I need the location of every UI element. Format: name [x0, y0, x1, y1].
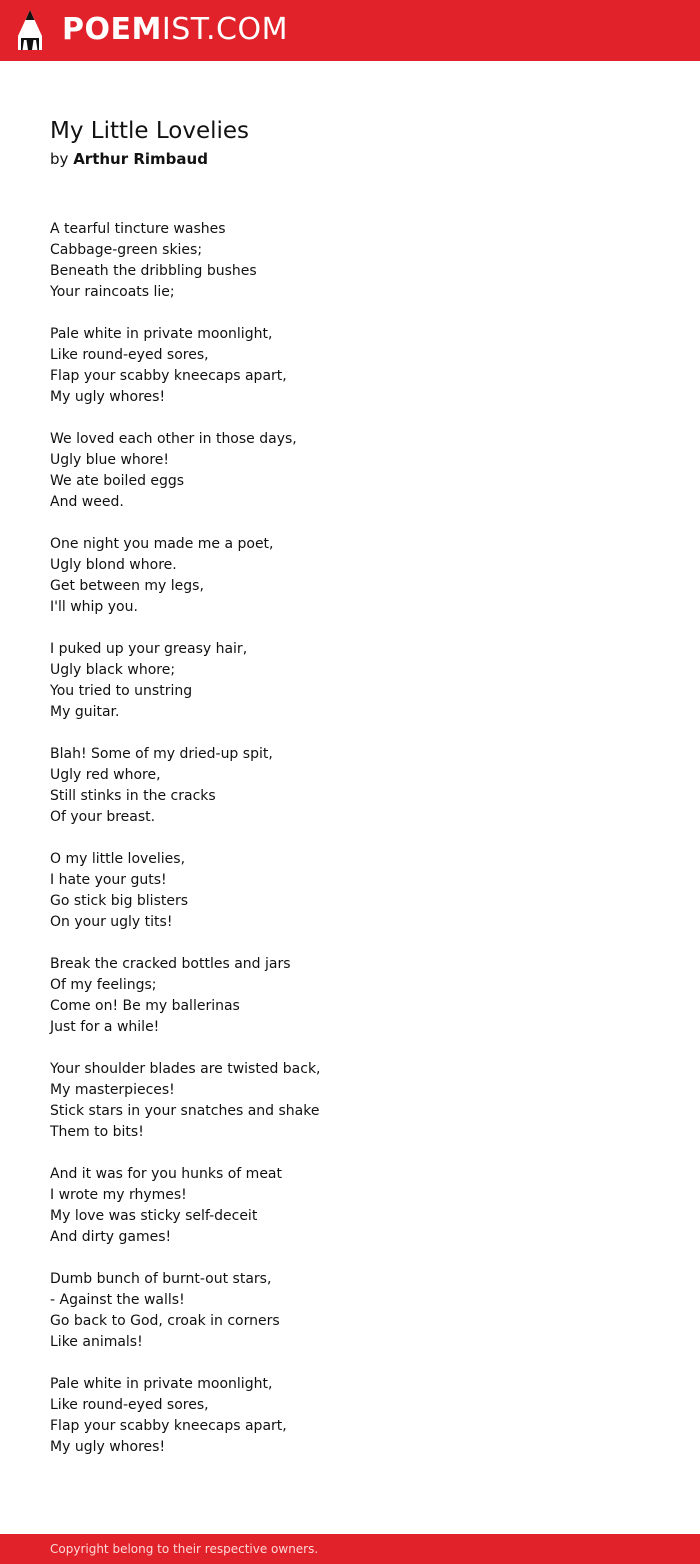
stanza: [50, 324, 650, 408]
poem-line: Ugly blue whore!: [50, 452, 170, 468]
poem-line: Just for a while!: [50, 1019, 160, 1035]
poem-line: One night you made me a poet,: [50, 536, 274, 552]
stanza: [50, 1059, 650, 1143]
pencil-icon: [16, 8, 44, 52]
stanza: [50, 534, 650, 618]
poem-line: Like round-eyed sores,: [50, 347, 209, 363]
poem-line: Beneath the dribbling bushes: [50, 263, 257, 279]
poem-line: My guitar.: [50, 704, 120, 720]
poem-line: My masterpieces!: [50, 1082, 175, 1098]
poem-line: Like round-eyed sores,: [50, 1397, 209, 1413]
poem-line: I wrote my rhymes!: [50, 1187, 187, 1203]
stanza: [50, 744, 650, 828]
poem-title: My Little Lovelies: [50, 118, 250, 144]
poem-line: O my little lovelies,: [50, 851, 186, 867]
stanza: [50, 639, 650, 723]
poem-line: My ugly whores!: [50, 1439, 166, 1455]
poem-line: - Against the walls!: [50, 1292, 185, 1308]
poem-line: Still stinks in the cracks: [50, 788, 216, 804]
brand-light-text: IST.COM: [161, 12, 288, 47]
poem-line: Ugly black whore;: [50, 662, 176, 678]
stanza: [50, 954, 650, 1038]
poem-line: Go back to God, croak in corners: [50, 1313, 280, 1329]
brand-wordmark: [62, 8, 288, 52]
poem-line: Of my feelings;: [50, 977, 157, 993]
poem-line: Flap your scabby kneecaps apart,: [50, 368, 287, 384]
poem-line: Flap your scabby kneecaps apart,: [50, 1418, 287, 1434]
poem-line: Your raincoats lie;: [50, 284, 175, 300]
poem-line: Pale white in private moonlight,: [50, 1376, 273, 1392]
poem-line: My ugly whores!: [50, 389, 166, 405]
poem-line: Like animals!: [50, 1334, 143, 1350]
poem-line: And weed.: [50, 494, 124, 510]
poem-line: Come on! Be my ballerinas: [50, 998, 240, 1014]
stanza: [50, 429, 650, 513]
poem-line: You tried to unstring: [50, 683, 193, 699]
poem-body: [50, 219, 650, 1458]
poem-content: [50, 114, 650, 1479]
poem-line: Pale white in private moonlight,: [50, 326, 273, 342]
copyright-notice: Copyright belong to their respective owners.: [50, 1542, 319, 1556]
poem-line: My love was sticky self-deceit: [50, 1208, 258, 1224]
stanza: [50, 849, 650, 933]
poem-line: And dirty games!: [50, 1229, 172, 1245]
poem-line: I'll whip you.: [50, 599, 138, 615]
poem-line: Blah! Some of my dried-up spit,: [50, 746, 273, 762]
site-logo-link[interactable]: [16, 8, 288, 52]
poem-line: Get between my legs,: [50, 578, 204, 594]
poem-line: We loved each other in those days,: [50, 431, 297, 447]
site-header: [0, 0, 700, 61]
poem-line: Go stick big blisters: [50, 893, 189, 909]
author-name[interactable]: Arthur Rimbaud: [73, 150, 208, 168]
by-label: by: [50, 150, 69, 168]
poem-line: Break the cracked bottles and jars: [50, 956, 291, 972]
poem-line: I hate your guts!: [50, 872, 167, 888]
stanza: [50, 1269, 650, 1353]
stanza: [50, 1164, 650, 1248]
poem-line: Of your breast.: [50, 809, 156, 825]
poem-line: Your shoulder blades are twisted back,: [50, 1061, 321, 1077]
brand-bold-text: POEM: [62, 12, 162, 47]
stanza: [50, 219, 650, 303]
poem-line: I puked up your greasy hair,: [50, 641, 248, 657]
stanza: [50, 1374, 650, 1458]
poem-line: On your ugly tits!: [50, 914, 173, 930]
poem-line: Cabbage-green skies;: [50, 242, 203, 258]
poem-line: Stick stars in your snatches and shake: [50, 1103, 320, 1119]
poem-line: Them to bits!: [50, 1124, 144, 1140]
poem-line: And it was for you hunks of meat: [50, 1166, 282, 1182]
poem-line: A tearful tincture washes: [50, 221, 226, 237]
byline: [50, 148, 650, 170]
poem-line: Ugly blond whore.: [50, 557, 177, 573]
poem-line: We ate boiled eggs: [50, 473, 185, 489]
poem-line: Ugly red whore,: [50, 767, 161, 783]
poem-line: Dumb bunch of burnt-out stars,: [50, 1271, 272, 1287]
site-footer: [0, 1534, 700, 1564]
